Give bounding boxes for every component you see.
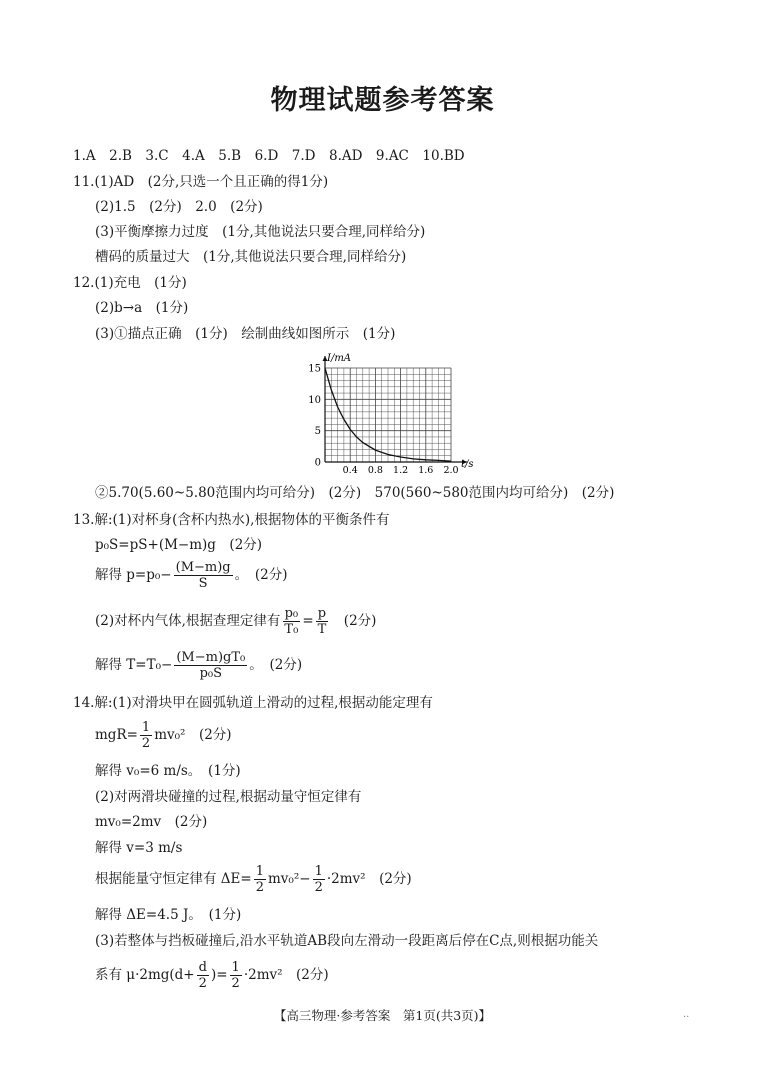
q11-part2: (2)1.5 (2分) 2.0 (2分)	[95, 199, 263, 215]
y-tick-label: 0	[314, 457, 321, 469]
q12-part2: (2)b→a (1分)	[95, 300, 189, 316]
q14-part3-eq: 系有 μ·2mg(d+ $\frac{d}{2}$ )= $\frac{1}{2}$ ·2mv² (2分)	[95, 960, 329, 991]
x-tick-label: 2.0	[443, 465, 459, 474]
corner-mark: ··	[683, 1012, 690, 1023]
q11-part3: (3)平衡摩擦力过度 (1分,其他说法只要合理,同样给分)	[95, 224, 426, 240]
q14-result1: 解得 v₀=6 m/s。 (1分)	[95, 763, 241, 779]
y-tick-label: 10	[308, 394, 321, 406]
x-tick-label: 0.8	[367, 465, 383, 474]
q12-part3: (3)①描点正确 (1分) 绘制曲线如图所示 (1分)	[95, 326, 396, 342]
q13-part2: (2)对杯内气体,根据查理定律有 $\frac{\text{p₀}}{\text{T₀}}$ = $\frac{p}{T}$ (2分)	[95, 606, 377, 637]
q14-part1: 14.解:(1)对滑块甲在圆弧轨道上滑动的过程,根据动能定理有	[73, 695, 433, 711]
q13-result2: 解得 T=T₀− $\frac{\text{(M−m)gT₀}}{\text{p₀S}}$ 。 (2分)	[95, 650, 303, 681]
chart-axes	[323, 356, 468, 465]
x-tick-label: 1.6	[418, 465, 434, 474]
chart-y-label: I/mA	[327, 353, 352, 364]
q11-part1: 11.(1)AD (2分,只选一个且正确的得1分)	[73, 174, 329, 190]
y-tick-label: 5	[314, 426, 321, 438]
q13-part1: 13.解:(1)对杯身(含杯内热水),根据物体的平衡条件有	[73, 512, 390, 528]
q14-part2: (2)对两滑块碰撞的过程,根据动量守恒定律有	[95, 789, 362, 805]
q13-result1: 解得 p=p₀− $\frac{(M-m)g}{S}$ 。 (2分)	[95, 560, 288, 591]
q14-result3: 解得 ΔE=4.5 J。 (1分)	[95, 907, 242, 923]
q14-eq2: mv₀=2mv (2分)	[95, 814, 208, 830]
page-title: 物理试题参考答案	[270, 85, 495, 116]
q12-part3-2: ②5.70(5.60~5.80范围内均可给分) (2分) 570(560~580范围内均可给分) (2分)	[95, 485, 615, 501]
y-tick-label: 15	[308, 363, 321, 375]
x-tick-label: 1.2	[393, 465, 409, 474]
q12-part1: 12.(1)充电 (1分)	[73, 275, 187, 291]
chart-x-label: t/s	[461, 459, 474, 470]
x-tick-label: 0.4	[342, 465, 358, 474]
chart-grid	[325, 368, 451, 462]
q14-result2: 解得 v=3 m/s	[95, 840, 183, 856]
q14-energy: 根据能量守恒定律有 ΔE= $\frac{1}{2}$ mv₀²− $\frac{1}{2}$ ·2mv² (2分)	[95, 864, 412, 895]
q14-part3: (3)若整体与挡板碰撞后,沿水平轨道AB段向左滑动一段距离后停在C点,则根据功能关	[95, 933, 599, 949]
page-footer: 【高三物理·参考答案 第1页(共3页)】	[273, 1008, 492, 1023]
chart-ticks	[308, 364, 458, 475]
q13-eq1: p₀S=pS+(M−m)g (2分)	[95, 537, 263, 553]
mc-answers: 1.A 2.B 3.C 4.A 5.B 6.D 7.D 8.AD 9.AC 10.BD	[73, 148, 465, 164]
q11-part3-cont: 槽码的质量过大 (1分,其他说法只要合理,同样给分)	[95, 249, 407, 265]
q14-eq1: mgR= $\frac{1}{2}$ mv₀² (2分)	[95, 720, 232, 751]
current-time-chart	[303, 352, 493, 474]
